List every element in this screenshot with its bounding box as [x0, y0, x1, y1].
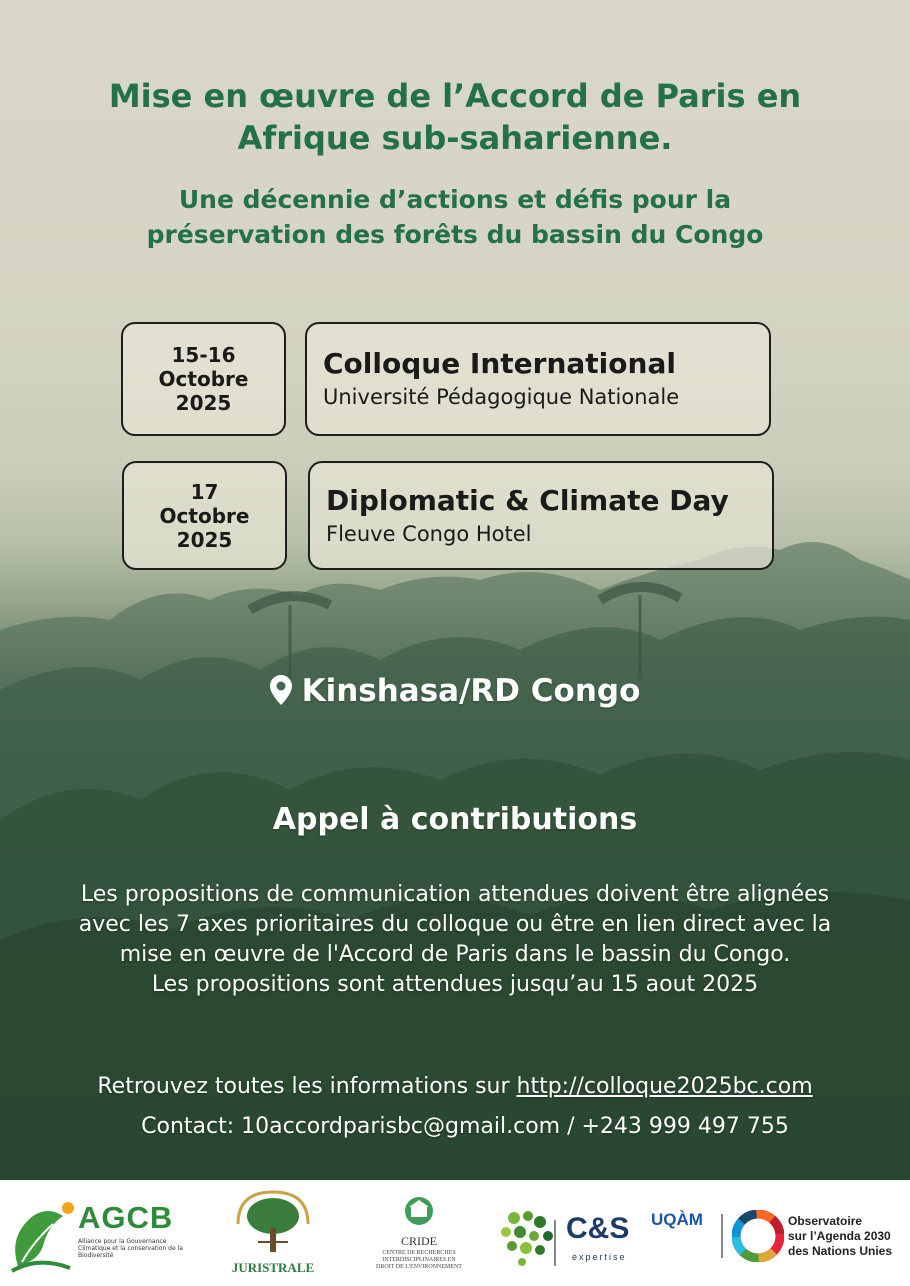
event-location: [0, 670, 910, 712]
juristrale-name: JURISTRALE: [231, 1260, 315, 1275]
contact-line: Contact: 10accordparisbc@gmail.com / +243 999 497 755: [141, 1114, 789, 1139]
sdg-wheel-icon: [732, 1210, 784, 1262]
logo-divider: [721, 1214, 723, 1258]
call-line-4: Les propositions sont attendues jusqu’au 15 aout 2025: [151, 972, 759, 997]
cs-expertise-logo: [496, 1180, 646, 1286]
subtitle-line-2: préservation des forêts du bassin du Congo: [146, 220, 764, 249]
observatoire-line-2: sur l’Agenda 2030: [788, 1229, 891, 1243]
info-prefix: Retrouvez toutes les informations sur: [97, 1074, 517, 1099]
event-date-box-2: [122, 461, 287, 570]
title-line-2: Afrique sub-saharienne.: [237, 119, 673, 157]
cride-logo: [374, 1194, 464, 1286]
website-link[interactable]: http://colloque2025bc.com: [516, 1074, 813, 1099]
event-box-2: [308, 461, 774, 570]
event-1-date-day: 15-16: [171, 343, 236, 367]
location-text: Kinshasa/RD Congo: [301, 673, 641, 709]
agcb-name: AGCB: [78, 1200, 174, 1235]
call-description: [20, 880, 890, 1000]
call-line-2: avec les 7 axes prioritaires du colloque ou être en lien direct avec la: [78, 912, 832, 937]
subtitle-line-1: Une décennie d’actions et défis pour la: [178, 185, 732, 214]
observatoire-line-3: des Nations Unies: [788, 1244, 893, 1258]
event-box-1: [305, 322, 771, 436]
uqam-logo: [651, 1180, 721, 1286]
observatoire-name: [788, 1214, 908, 1259]
poster-subtitle: [30, 182, 880, 252]
info-line: [0, 1072, 910, 1102]
event-date-box-1: [121, 322, 286, 436]
cs-name: C&S: [566, 1212, 630, 1245]
event-1-date-year: 2025: [175, 391, 232, 415]
observatoire-line-1: Observatoire: [788, 1214, 863, 1228]
partner-logos-bar: [0, 1180, 910, 1286]
agcb-logo: [8, 1180, 198, 1286]
map-pin-icon: [270, 675, 292, 705]
event-1-date-month: Octobre: [158, 367, 249, 391]
poster-title: [30, 75, 880, 159]
event-2-date-month: Octobre: [159, 503, 250, 528]
event-2-venue: Fleuve Congo Hotel: [326, 521, 532, 546]
call-line-1: Les propositions de communication attendues doivent être alignées: [80, 882, 830, 907]
call-heading: Appel à contributions: [272, 802, 638, 837]
cride-name: CRIDE: [401, 1234, 437, 1248]
juristrale-logo: [228, 1180, 318, 1286]
event-2-name: Diplomatic & Climate Day: [326, 483, 729, 517]
event-1-venue: Université Pédagogique Nationale: [323, 385, 680, 409]
event-2-date-day: 17: [190, 479, 219, 504]
call-line-3: mise en œuvre de l'Accord de Paris dans le bassin du Congo.: [119, 942, 791, 967]
cride-emblem-icon: [374, 1194, 464, 1228]
observatoire-logo: [732, 1180, 907, 1286]
juristrale-tree-icon: [228, 1184, 318, 1264]
cs-tagline: expertise: [572, 1252, 627, 1262]
title-line-1: Mise en œuvre de l’Accord de Paris en: [108, 77, 802, 115]
uqam-name: UQÀM: [651, 1210, 703, 1229]
agcb-tagline: Alliance pour la Gouvernance Climatique et la conservation de la Biodiversité: [78, 1238, 183, 1259]
cs-dots-icon: [496, 1208, 558, 1278]
event-2-date-year: 2025: [176, 527, 233, 552]
agcb-leaf-icon: [8, 1196, 78, 1276]
event-1-name: Colloque International: [323, 347, 676, 380]
cride-tagline: CENTRE DE RECHERCHES INTERDISCIPLINAIRES EN DROIT DE L'ENVIRONNEMENT: [376, 1250, 462, 1270]
